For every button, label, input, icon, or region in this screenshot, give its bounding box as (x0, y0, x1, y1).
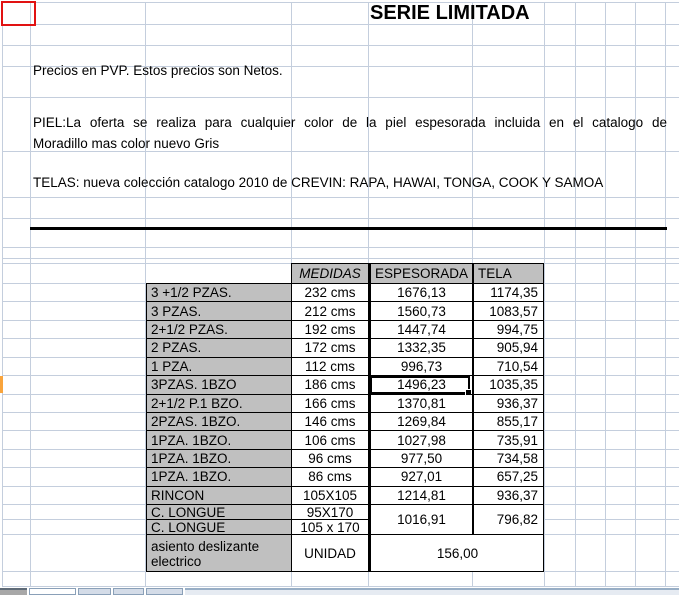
medidas-cell[interactable]: 166 cms (291, 394, 368, 412)
active-cell-border (370, 376, 470, 393)
medidas-cell[interactable]: 186 cms (291, 375, 368, 393)
sheet-tab-1[interactable] (0, 588, 27, 595)
medidas-cell[interactable]: 146 cms (291, 412, 368, 430)
note-piel-line1: PIEL:La oferta se realiza para cualquier color de la piel espesorada incluida en el catalogo de (33, 115, 667, 130)
medidas-cell[interactable]: 106 cms (291, 430, 368, 448)
row-label-cell[interactable]: 3PZAS. 1BZO (146, 375, 291, 393)
row-label-cell[interactable]: 1PZA. 1BZO. (146, 467, 291, 485)
gridline (2, 197, 679, 198)
row-highlight-marker (0, 376, 3, 393)
medidas-cell[interactable]: 105 x 170 (291, 519, 368, 534)
header-medidas[interactable]: MEDIDAS (291, 263, 368, 283)
tela-cell[interactable]: 855,17 (472, 412, 544, 430)
medidas-cell[interactable]: 212 cms (291, 301, 368, 319)
medidas-cell[interactable]: 192 cms (291, 320, 368, 338)
tab-scrollbar-track[interactable] (185, 588, 679, 595)
gridline (2, 2, 3, 586)
espesorada-cell[interactable]: 1447,74 (368, 320, 472, 338)
table-right-border (543, 263, 544, 572)
gridline (2, 24, 679, 25)
medidas-cell[interactable]: 112 cms (291, 357, 368, 375)
row-label-cell[interactable]: 1PZA. 1BZO. (146, 449, 291, 467)
gridline (2, 2, 679, 3)
header-tela[interactable]: TELA (472, 263, 544, 283)
gridline (2, 586, 679, 587)
cell-a1-highlight-box (1, 1, 36, 26)
note-piel-line2: Moradillo mas color nuevo Gris (33, 136, 220, 151)
row-label-cell[interactable]: 3 +1/2 PZAS. (146, 283, 291, 301)
tela-cell[interactable]: 936,37 (472, 486, 544, 504)
sheet-tab-2[interactable] (29, 588, 76, 595)
espesorada-cell[interactable]: 1676,13 (368, 283, 472, 301)
sheet-tab-5[interactable] (146, 588, 183, 595)
gridline (575, 2, 576, 586)
tela-cell[interactable]: 1035,35 (472, 375, 544, 393)
espesorada-cell[interactable]: 1332,35 (368, 338, 472, 356)
row-label-cell[interactable]: C. LONGUE (146, 519, 291, 534)
note-pricing: Precios en PVP. Estos precios son Netos. (33, 63, 283, 78)
row-label-cell[interactable]: 2+1/2 PZAS. (146, 320, 291, 338)
sheet-tab-bar (0, 588, 679, 595)
tela-cell[interactable]: 734,58 (472, 449, 544, 467)
espesorada-cell[interactable]: 1560,73 (368, 301, 472, 319)
espesorada-cell[interactable]: 1214,81 (368, 486, 472, 504)
fill-handle-icon[interactable] (465, 389, 471, 395)
row-label-cell[interactable]: 2PZAS. 1BZO. (146, 412, 291, 430)
tela-cell[interactable]: 905,94 (472, 338, 544, 356)
espesorada-cell[interactable]: 1496,23 (368, 375, 472, 393)
header-espesorada[interactable]: ESPESORADA (368, 263, 472, 283)
gridline (2, 45, 679, 46)
gridline (2, 258, 679, 259)
medidas-cell[interactable]: 232 cms (291, 283, 368, 301)
tela-cell[interactable]: 735,91 (472, 430, 544, 448)
sheet-tab-3[interactable] (78, 588, 111, 595)
row-label-cell[interactable]: C. LONGUE (146, 504, 291, 519)
note-telas: TELAS: nueva colección catalogo 2010 de CREVIN: RAPA, HAWAI, TONGA, COOK Y SAMOA (33, 175, 604, 190)
gridline (544, 2, 545, 586)
row-label-cell[interactable]: asiento deslizante electrico (146, 534, 291, 572)
medidas-cell[interactable]: 95X170 (291, 504, 368, 519)
tela-cell[interactable]: 1174,35 (472, 283, 544, 301)
note-piel (33, 112, 667, 154)
medidas-cell[interactable]: 96 cms (291, 449, 368, 467)
sheet-title: SERIE LIMITADA (370, 2, 530, 24)
row-label-cell[interactable]: 1PZA. 1BZO. (146, 430, 291, 448)
gridline (665, 2, 666, 586)
row-label-cell[interactable]: 2 PZAS. (146, 338, 291, 356)
row-label-cell[interactable]: 2+1/2 P.1 BZO. (146, 394, 291, 412)
tela-cell[interactable]: 936,37 (472, 394, 544, 412)
espesorada-cell[interactable]: 1370,81 (368, 394, 472, 412)
espesorada-cell[interactable]: 996,73 (368, 357, 472, 375)
gridline (635, 2, 636, 586)
gridline (30, 2, 31, 586)
notes-bottom-border (30, 227, 667, 230)
medidas-cell[interactable]: 86 cms (291, 467, 368, 485)
tela-cell[interactable]: 994,75 (472, 320, 544, 338)
row-label-cell[interactable]: 1 PZA. (146, 357, 291, 375)
tela-cell[interactable]: 657,25 (472, 467, 544, 485)
espesorada-cell[interactable]: 977,50 (368, 449, 472, 467)
sheet-tab-4[interactable] (113, 588, 144, 595)
row-label-cell[interactable]: RINCON (146, 486, 291, 504)
tela-cell[interactable]: 710,54 (472, 357, 544, 375)
espesorada-cell[interactable]: 1016,91 (368, 504, 472, 534)
espesorada-cell[interactable]: 927,01 (368, 467, 472, 485)
gridline (2, 247, 679, 248)
tela-cell[interactable]: 796,82 (472, 504, 544, 534)
espesorada-cell[interactable]: 156,00 (368, 534, 544, 572)
row-label-cell[interactable]: 3 PZAS. (146, 301, 291, 319)
gridline (2, 218, 679, 219)
medidas-cell[interactable]: 172 cms (291, 338, 368, 356)
tela-cell[interactable]: 1083,57 (472, 301, 544, 319)
gridline (605, 2, 606, 586)
medidas-cell[interactable]: UNIDAD (291, 534, 368, 572)
table-bottom-border (146, 571, 544, 572)
espesorada-cell[interactable]: 1027,98 (368, 430, 472, 448)
medidas-cell[interactable]: 105X105 (291, 486, 368, 504)
gridline (2, 97, 679, 98)
espesorada-cell[interactable]: 1269,84 (368, 412, 472, 430)
